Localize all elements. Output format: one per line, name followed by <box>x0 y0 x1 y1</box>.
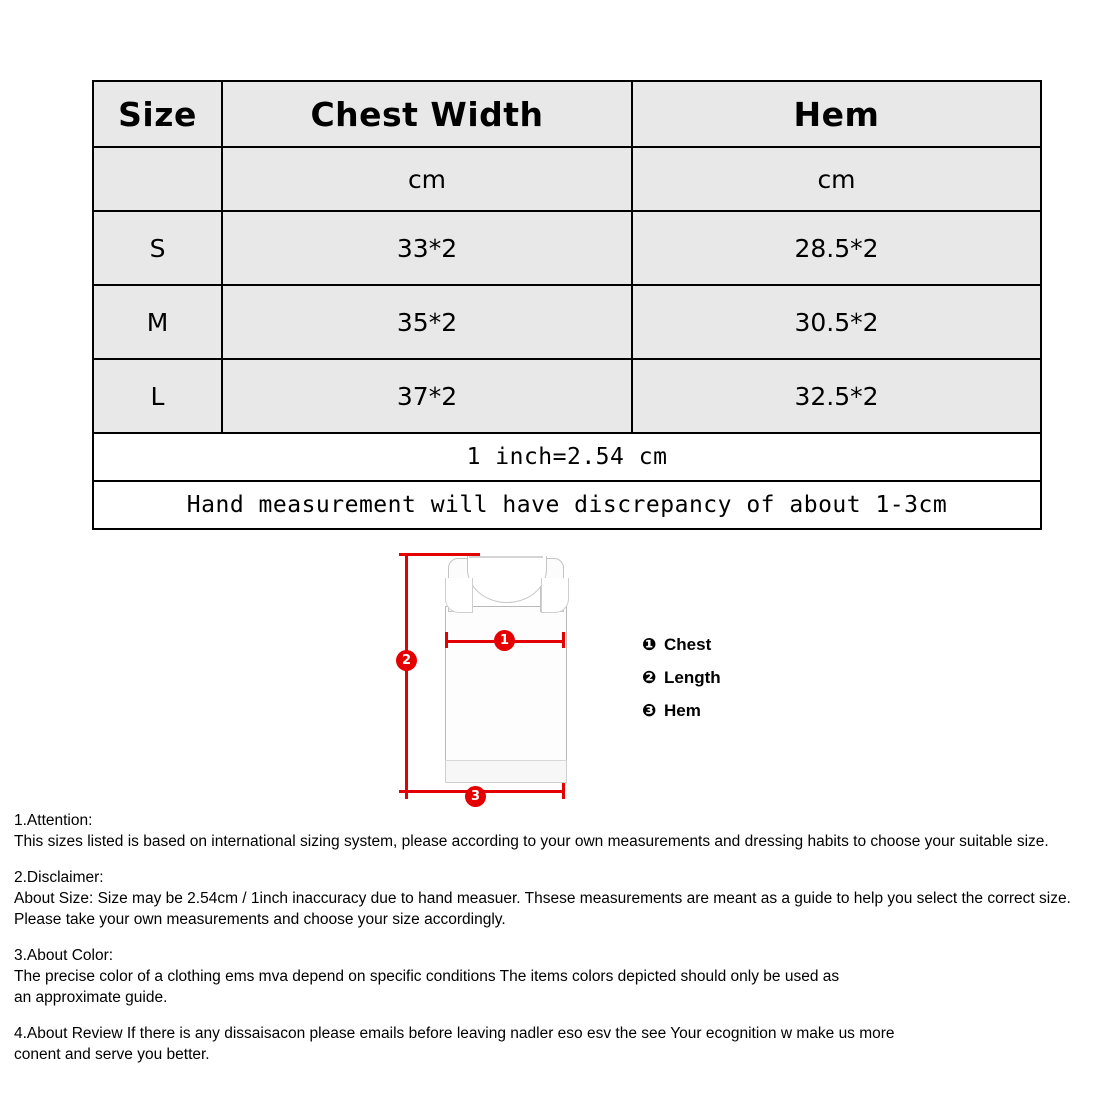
table-unit-chest: cm <box>222 147 632 211</box>
hem-marker-badge: 3 <box>465 786 486 807</box>
notes-section <box>14 810 1089 1080</box>
table-row <box>93 211 1041 285</box>
note-block-about-color <box>14 945 1089 1008</box>
note-line: an approximate guide. <box>14 989 168 1006</box>
garment-shoulder-line <box>469 556 543 558</box>
length-marker-badge: 2 <box>396 650 417 671</box>
cell-chest: 37*2 <box>222 359 632 433</box>
legend-item-hem <box>642 694 862 727</box>
note-title: 1.Attention: <box>14 812 93 829</box>
cell-hem: 28.5*2 <box>632 211 1041 285</box>
garment-right-armhole <box>541 578 569 613</box>
legend-label-hem: Hem <box>664 700 701 720</box>
length-measure-line <box>405 553 408 793</box>
chest-measure-tick-left <box>445 632 448 648</box>
table-header-size: Size <box>93 81 222 147</box>
table-conversion-row <box>93 433 1041 481</box>
chest-measure-tick-right <box>562 632 565 648</box>
tank-top-illustration <box>415 548 570 793</box>
cell-chest: 35*2 <box>222 285 632 359</box>
note-block-about-review <box>14 1023 1089 1065</box>
note-line: Please take your own measurements and choose your size accordingly. <box>14 911 506 928</box>
note-title: 2.Disclaimer: <box>14 869 104 886</box>
cell-size: M <box>93 285 222 359</box>
table-unit-size-blank <box>93 147 222 211</box>
conversion-note: 1 inch=2.54 cm <box>93 433 1041 481</box>
shoulder-measure-line <box>405 553 480 556</box>
hem-measure-tick-left <box>405 783 408 799</box>
legend-label-chest: Chest <box>664 634 712 654</box>
legend-item-chest <box>642 628 862 661</box>
legend-marker-one-icon: ❶ <box>642 634 657 655</box>
note-block-attention <box>14 810 1089 852</box>
note-line: The precise color of a clothing ems mva depend on specific conditions The items colors depicted should only be used as <box>14 968 840 985</box>
cell-hem: 30.5*2 <box>632 285 1041 359</box>
measurement-legend <box>642 628 862 727</box>
table-row <box>93 359 1041 433</box>
legend-item-length <box>642 661 862 694</box>
discrepancy-note: Hand measurement will have discrepancy of about 1-3cm <box>93 481 1041 529</box>
note-title: 3.About Color: <box>14 947 114 964</box>
table-unit-row <box>93 147 1041 211</box>
garment-neckline <box>467 556 547 603</box>
hem-measure-tick-right <box>562 783 565 799</box>
size-chart-table <box>92 80 1042 530</box>
cell-size: L <box>93 359 222 433</box>
legend-marker-two-icon: ❷ <box>642 667 657 688</box>
table-header-chest-width: Chest Width <box>222 81 632 147</box>
garment-left-armhole <box>445 578 473 613</box>
legend-marker-three-icon: ❸ <box>642 700 657 721</box>
note-block-disclaimer <box>14 867 1089 930</box>
note-line: conent and serve you better. <box>14 1046 210 1063</box>
table-row <box>93 285 1041 359</box>
cell-chest: 33*2 <box>222 211 632 285</box>
size-chart-table-container <box>92 80 1030 530</box>
note-line: 4.About Review If there is any dissaisacon please emails before leaving nadler eso esv the see Your ecognition w make us more <box>14 1025 895 1042</box>
garment-hem-band <box>445 760 567 783</box>
cell-hem: 32.5*2 <box>632 359 1041 433</box>
chest-marker-badge: 1 <box>494 630 515 651</box>
legend-label-length: Length <box>664 667 721 687</box>
cell-size: S <box>93 211 222 285</box>
table-header-hem: Hem <box>632 81 1041 147</box>
table-unit-hem: cm <box>632 147 1041 211</box>
note-line: About Size: Size may be 2.54cm / 1inch inaccuracy due to hand measuer. Thsese measurements are meant as a guide to help you select the correct size. <box>14 890 1071 907</box>
table-discrepancy-row <box>93 481 1041 529</box>
note-line: This sizes listed is based on international sizing system, please according to your own measurements and dressing habits to choose your suitable size. <box>14 833 1049 850</box>
table-header-row <box>93 81 1041 147</box>
